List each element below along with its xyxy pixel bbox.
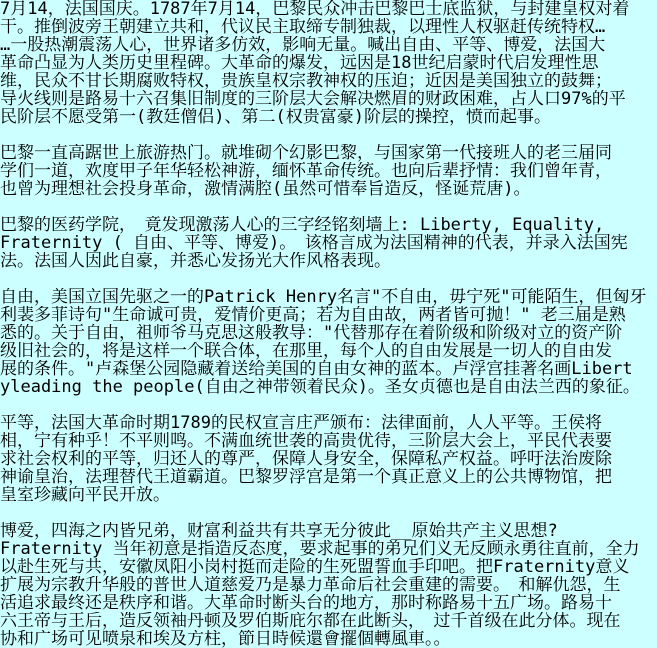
text-line: 活追求最终还是秩序和谐。大革命时断头台的地方，那时称路易十五广场。路易十 [0, 594, 612, 612]
text-line: 协和广场可见喷泉和埃及方柱，節日時候還會擺個轉風車。。 [0, 630, 451, 648]
paragraph-fraternity [0, 522, 657, 648]
text-line: Fraternity 当年初意是指造反态度，要求起事的弟兄们义无反顾永勇往直前，全力 [0, 540, 640, 558]
text-line: 以赴生死与共，安徽凤阳小岗村挺而走险的生死盟誓血手印吧。把Fraternity意义 [0, 558, 630, 576]
text-line: 级旧社会的，将是这样一个联合体，在那里，每个人的自由发展是一切人的自由发 [0, 342, 612, 360]
text-line: …一股热潮震荡人心，世界诸多仿效，影响无量。喊出自由、平等、博爱，法国大 [0, 36, 606, 54]
text-line: 博爱，四海之内皆兄弟，财富利益共有共享无分彼此__原始共产主义思想? [0, 522, 558, 540]
text-line: 干。推倒波旁王朝建立共和，代议民主取缔专制独裁，以理性人权驱赶传统特权… [0, 18, 606, 36]
text-line: 六王帝与王后，造反领袖丹顿及罗伯斯庇尔都在此断头， 过千首级在此分体。现在 [0, 612, 621, 630]
text-line: 维，民众不甘长期腐败特权，贵族皇权宗教神权的压迫；近因是美国独立的鼓舞； [0, 72, 612, 90]
text-line: 巴黎一直高踞世上旅游热门。就堆砌个幻影巴黎，与国家第一代接班人的老三届同 [0, 144, 612, 162]
text-line: 导火线则是路易十六召集旧制度的三阶层大会解决燃眉的财政困难，占人口97%的平 [0, 90, 626, 108]
text-line: 学们一道，欢度甲子年华轻松神游，缅怀革命传统。也向后辈抒情：我们曾年青， [0, 162, 612, 180]
paragraph-equality [0, 414, 657, 504]
text-line: 法。法国人因此自豪，并悉心发扬光大作风格表现。 [0, 252, 391, 270]
text-line: 相，宁有种乎！不平则鸣。不满血统世袭的高贵优待，三阶层大会上，平民代表要 [0, 432, 612, 450]
text-line: 7月14，法国国庆。1787年7月14，巴黎民众冲击巴黎巴士底监狱，与封建皇权对着 [0, 0, 630, 18]
text-line: Fraternity ( 自由、平等、博爱)。 该格言成为法国精神的代表，并录入法国宪 [0, 234, 628, 252]
text-line: 神谕皇治，法理替代王道霸道。巴黎罗浮宫是第一个真正意义上的公共博物馆，把 [0, 468, 612, 486]
text-line: 平等，法国大革命时期1789的民权宣言庄严颁布：法律面前，人人平等。王侯将 [0, 414, 602, 432]
text-line: 利裴多菲诗句"生命诚可贵，爱情价更高；若为自由故，两者皆可抛！" 老三届是熟 [0, 306, 626, 324]
text-line: 自由，美国立国先驱之一的Patrick Henry名言"不自由，毋宁死"可能陌生，但匈牙 [0, 288, 647, 306]
text-line: 巴黎的医药学院， 竟发现激荡人心的三字经铭刻墙上: Liberty, Equality, [0, 216, 605, 234]
paragraph-liberty [0, 288, 657, 396]
paragraph-paris-tourism [0, 144, 657, 198]
text-line: 民阶层不愿受第一(教廷僧侣)、第二(权贵富豪)阶层的操控，愤而起事。 [0, 108, 551, 126]
paragraph-bastille-day-intro [0, 0, 657, 126]
text-line: 展的条件。"卢森堡公园隐藏着送给美国的自由女神的蓝本。卢浮宫挂著名画Libert [0, 360, 633, 378]
text-line: 悉的。关于自由，祖师爷马克思这般教导："代替那存在着阶级和阶级对立的资产阶 [0, 324, 623, 342]
text-line: 皇室珍藏向平民开放。 [0, 486, 170, 504]
text-line: 也曾为理想社会投身革命，激情满腔(虽然可惜奉旨造反，怪诞荒唐)。 [0, 180, 531, 198]
text-line: 革命凸显为人类历史里程碑。大革命的爆发，远因是18世纪启蒙时代启发理性思 [0, 54, 599, 72]
text-line: yleading the people(自由之神带领着民众)。圣女贞德也是自由法兰西的象征。 [0, 378, 640, 396]
text-line: 扩展为宗教升华般的普世人道慈爱乃是暴力革命后社会重建的需要。 和解仇怨，生 [0, 576, 621, 594]
text-line: 求社会权利的平等，归还人的尊严，保障人身安全，保障私产权益。呼吁法治废除 [0, 450, 612, 468]
paragraph-motto [0, 216, 657, 270]
